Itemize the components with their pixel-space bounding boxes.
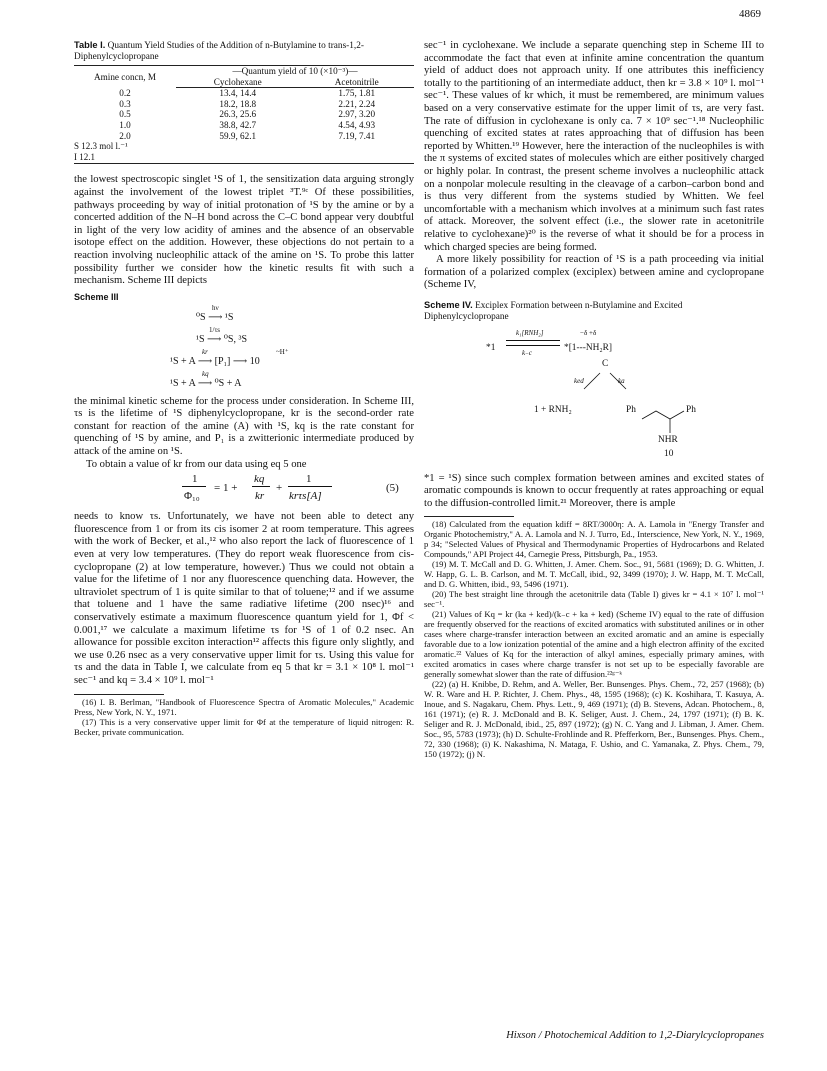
col-cyclohexane: Cyclohexane (176, 77, 299, 88)
col-group: —Quantum yield of 10 (×10⁻³)— (176, 66, 414, 77)
left-paragraph-4: needs to know τs. Unfortunately, we have not been able to detect any fluorescence from 1 or from its cis isomer 2 at room temperature. This agrees with the work of Becker, et al.,¹² who also report the lack of fluorescence of 1 even at very low temperatures. (They do report weak fluorescence from cis-cyclopropane (2) at low temperature, however.) Thus we could not obtain a value for the lifetime of 1 nor any fluorescence quenching data. However, the ultraviolet spectrum of 1 is quite similar to that of toluene;¹² and if we assume that toluene and 1 have the same radiative lifetime (200 nsec)¹⁶ and conservatively estimate a maximum fluorescence quantum yield for 1, Φf < 0.001,¹⁷ we calculate a maximum lifetime τs for ¹S of 1 of 0.2 nsec. An allowance for possible exciton interaction¹² affects this figure only slightly, and we use 0.26 nsec as a very conservative upper limit for τs. Using this value for τs and the data in Table I, we calculate from eq 5 that kr = 3.1 × 10⁸ l. mol⁻¹ sec⁻¹ and kq = 3.4 × 10⁹ l. mol⁻¹ (74, 511, 414, 686)
left-paragraph-2: the minimal kinetic scheme for the process under consideration. In Scheme III, τs is the lifetime of ¹S diphenylcyclopropane, kr is the second-order rate constant for reaction of the amine (A) with ¹S, kq is the rate constant for quenching of ¹S by amine, and P₁ is a zwitterionic intermediate produced by attack of the amine on ¹S. (74, 395, 414, 458)
scheme3: hν ⁰S ⟶ ¹S 1/τs ¹S ⟶ ⁰S, ³S kr ~H⁺ ¹S + A ⟶ [P₁] ⟶ 10 kq ¹S + A ⟶ ⁰S + A (170, 303, 289, 389)
footnote-22: (22) (a) H. Knibbe, D. Rehm, and A. Weller, Ber. Bunsenges. Phys. Chem., 72, 257 (1968); (b) W. R. Ware and H. P. Richter, J. Chem. Phys., 48, 1595 (1968); (c) K. Koshihara, T. Kasuya, A. Inoue, and S. Nagakaru, Chem. Phys. Lett., 9, 469 (1971); (d) B. Stevens, Adcan. Photochem., 8, 161 (1971); (e) R. J. McDonald and B. K. Seliger, Aust. J. Chem., 24, 1797 (1971); (f) B. K. Seliger and R. J. McDonald, ibid., 25, 897 (1972); (g) N. C. Yang and J. Libman, J. Amer. Chem. Soc., 95, 5783 (1973); (h) D. Schulte-Frohlinde and R. Pfefferkorn, Ber., Bunsenges. Phys. Chem., 72, 330 (1968); (i) K. Nakashima, N. Mataga, F. Ushio, and C. Yamanaka, Z. Phys. Chem., 79, 150 (1972); (j) N. (424, 678, 764, 759)
table-row: 2.0 59.9, 62.1 7.19, 7.41 (119, 130, 376, 141)
scheme4-arrows (424, 323, 764, 473)
footnote-16: (16) I. B. Berlman, "Handbook of Fluorescence Spectra of Aromatic Molecules," Academic Press, New York, N. Y., 1971. (74, 696, 414, 717)
col-acetonitrile: Acetonitrile (299, 77, 414, 88)
scheme3-label: Scheme III (74, 291, 119, 302)
table1 (74, 65, 414, 141)
page-number: 4869 (739, 8, 761, 20)
table-row: 0.5 26.3, 25.6 2.97, 3.20 (119, 109, 376, 120)
right-column (424, 40, 764, 759)
equation-5: 1 Φ₁₀ = 1 + kq kr + 1 krτs[A] (5) (184, 473, 399, 503)
left-column (74, 40, 414, 737)
scheme3-step2: ¹S ⟶ ⁰S, ³S (196, 333, 248, 345)
scheme4: *1 k₁[RNH₂] k₋c −δ +δ *[1---NH₂R] C ked ka 1 + RNH₂ Ph Ph NHR 10 (424, 323, 764, 473)
table1-caption: Table I. Quantum Yield Studies of the Addition of n-Butylamine to trans-1,2-Diphenylcyclopropane (74, 40, 364, 62)
footnote-17: (17) This is a very conservative upper limit for Φf at the temperature of liquid nitrogen: R. Becker, private communication. (74, 716, 414, 737)
footnote-18: (18) Calculated from the equation kdiff = 8RT/3000η: A. A. Lamola in "Energy Transfer and Organic Photochemistry," A. A. Lamola and N. J. Turro, Ed., Interscience, New York, N. Y., 1969, p 34; "Selected Values of Physical and Thermodynamic Properties of Hydrocarbons and Related Compounds," API Project 44, Carnegie Press, Pittsburgh, Pa., 1953. (424, 518, 764, 559)
table-row: 0.2 13.4, 14.4 1.75, 1.81 (119, 87, 376, 99)
table-row: 0.3 18.2, 18.8 2.21, 2.24 (119, 98, 376, 109)
scheme3-step4: ¹S + A ⟶ ⁰S + A (170, 377, 242, 389)
left-paragraph-1: the lowest spectroscopic singlet ¹S of 1, the sensitization data arguing strongly against the involvement of the lowest triplet ³T.⁹ᶜ Of these possibilities, pathways proceeding by way of initial protonation of ¹S by the amine or by a concerted addition of the N–H bond across the C–C bond appear very doubtful in light of the very low acidity of amines and the absence of an observable isotope effect on the addition. However, these objections do not pertain to a reaction involving nucleophilic attack of the amine on ¹S. To probe this latter possibility further we consider how the kinetic results fit with such a mechanism. Scheme III depicts (74, 174, 414, 287)
footnote-20: (20) The best straight line through the acetonitrile data (Table I) gives kr = 4.1 × 10⁷ l. mol⁻¹ sec⁻¹. (424, 588, 764, 609)
right-paragraph-3: *1 = ¹S) since such complex formation between amines and excited states of aromatic compounds is known to occur frequently at rates approaching or equal to the diffusion-controlled limit.²¹ Moreover, there is ample (424, 472, 764, 510)
right-paragraph-1: sec⁻¹ in cyclohexane. We include a separate quenching step in Scheme III to accommodate the fact that even at infinite amine concentration the quantum yield of adduct does not approach unity. If one attributes this inefficiency totally to the partitioning of an intermediate adduct, then kr = 3.8 × 10⁹ l. mol⁻¹ sec⁻¹. These values of kr which, it must be remembered, are minimum values based on a very conservative estimate for the upper limit of τs, are very fast. The rate of diffusion in cyclohexane is only ca. 7 × 10⁹ sec⁻¹.¹⁸ Nucleophilic quenching of excited states at rates approaching that of diffusion has been reported by Whitten.¹⁹ However, here the interaction of the nucleophiles is with the π systems of excited states of molecules which are either positively charged or highly polar. In contrast, the present scheme involves a nucleophilic attack on a nonpolar molecule resulting in the cleavage of a carbon–carbon bond and is thus very different from the systems studied by Whitten. We feel uncomfortable with a mechanism which involves at a minimum such fast rates of attack. Moreover, the solvent effect (i.e., the slower rate in acetonitrile relative to cyclohexane)²⁰ is the reverse of what it should be for a process in which charged species are being formed. (424, 40, 764, 253)
scheme3-step3: ¹S + A ⟶ [P₁] ⟶ 10 (170, 355, 260, 367)
scheme3-step1: ⁰S ⟶ ¹S (196, 311, 234, 323)
footnote-21: (21) Values of Kq = kr (ka + ked)/(k₋c + ka + ked) (Scheme IV) equal to the rate of diffusion are frequently observed for the reactions of excited aromatics with substituted anilines or in other cases where charge-transfer interaction between an excited aromatic and an amine is especially favorable due to a low ionization potential of the amine and a high electron affinity of the excited aromatic.²² Values of Kq for the interaction of alkyl amines, especially primary amines, with excited aromatics in cases where charge transfer is not set up to be especially favorable are generally somewhat slower than the rate of diffusion.²²ᵍ⁻ᵏ (424, 608, 764, 679)
col-amine: Amine concn, M (74, 66, 176, 88)
left-paragraph-3: To obtain a value of kr from our data using eq 5 one (86, 458, 307, 470)
right-paragraph-2: A more likely possibility for reaction of ¹S is a path proceeding via initial formation of a polarized complex (exciplex) between amine and cyclopropane (Scheme IV, (424, 254, 764, 291)
running-footer: Hixson / Photochemical Addition to 1,2-Diarylcyclopropanes (506, 1030, 764, 1041)
table-row: 1.0 38.8, 42.7 4.54, 4.93 (119, 119, 376, 130)
footnote-19: (19) M. T. McCall and D. G. Whitten, J. Amer. Chem. Soc., 91, 5681 (1969); D. G. Whitten, J. W. Happ, G. L. B. Carlson, and M. T. McCall, ibid., 92, 3499 (1970); J. W. Happ, M. T. McCall, and D. G. Whitten, ibid., 93, 5496 (1971). (424, 558, 764, 589)
scheme4-caption: Scheme IV. Exciplex Formation between n-Butylamine and Excited Diphenylcyclopropane (424, 299, 683, 322)
table1-footnote: S 12.3 mol l.⁻¹ I 12.1 (74, 141, 414, 164)
